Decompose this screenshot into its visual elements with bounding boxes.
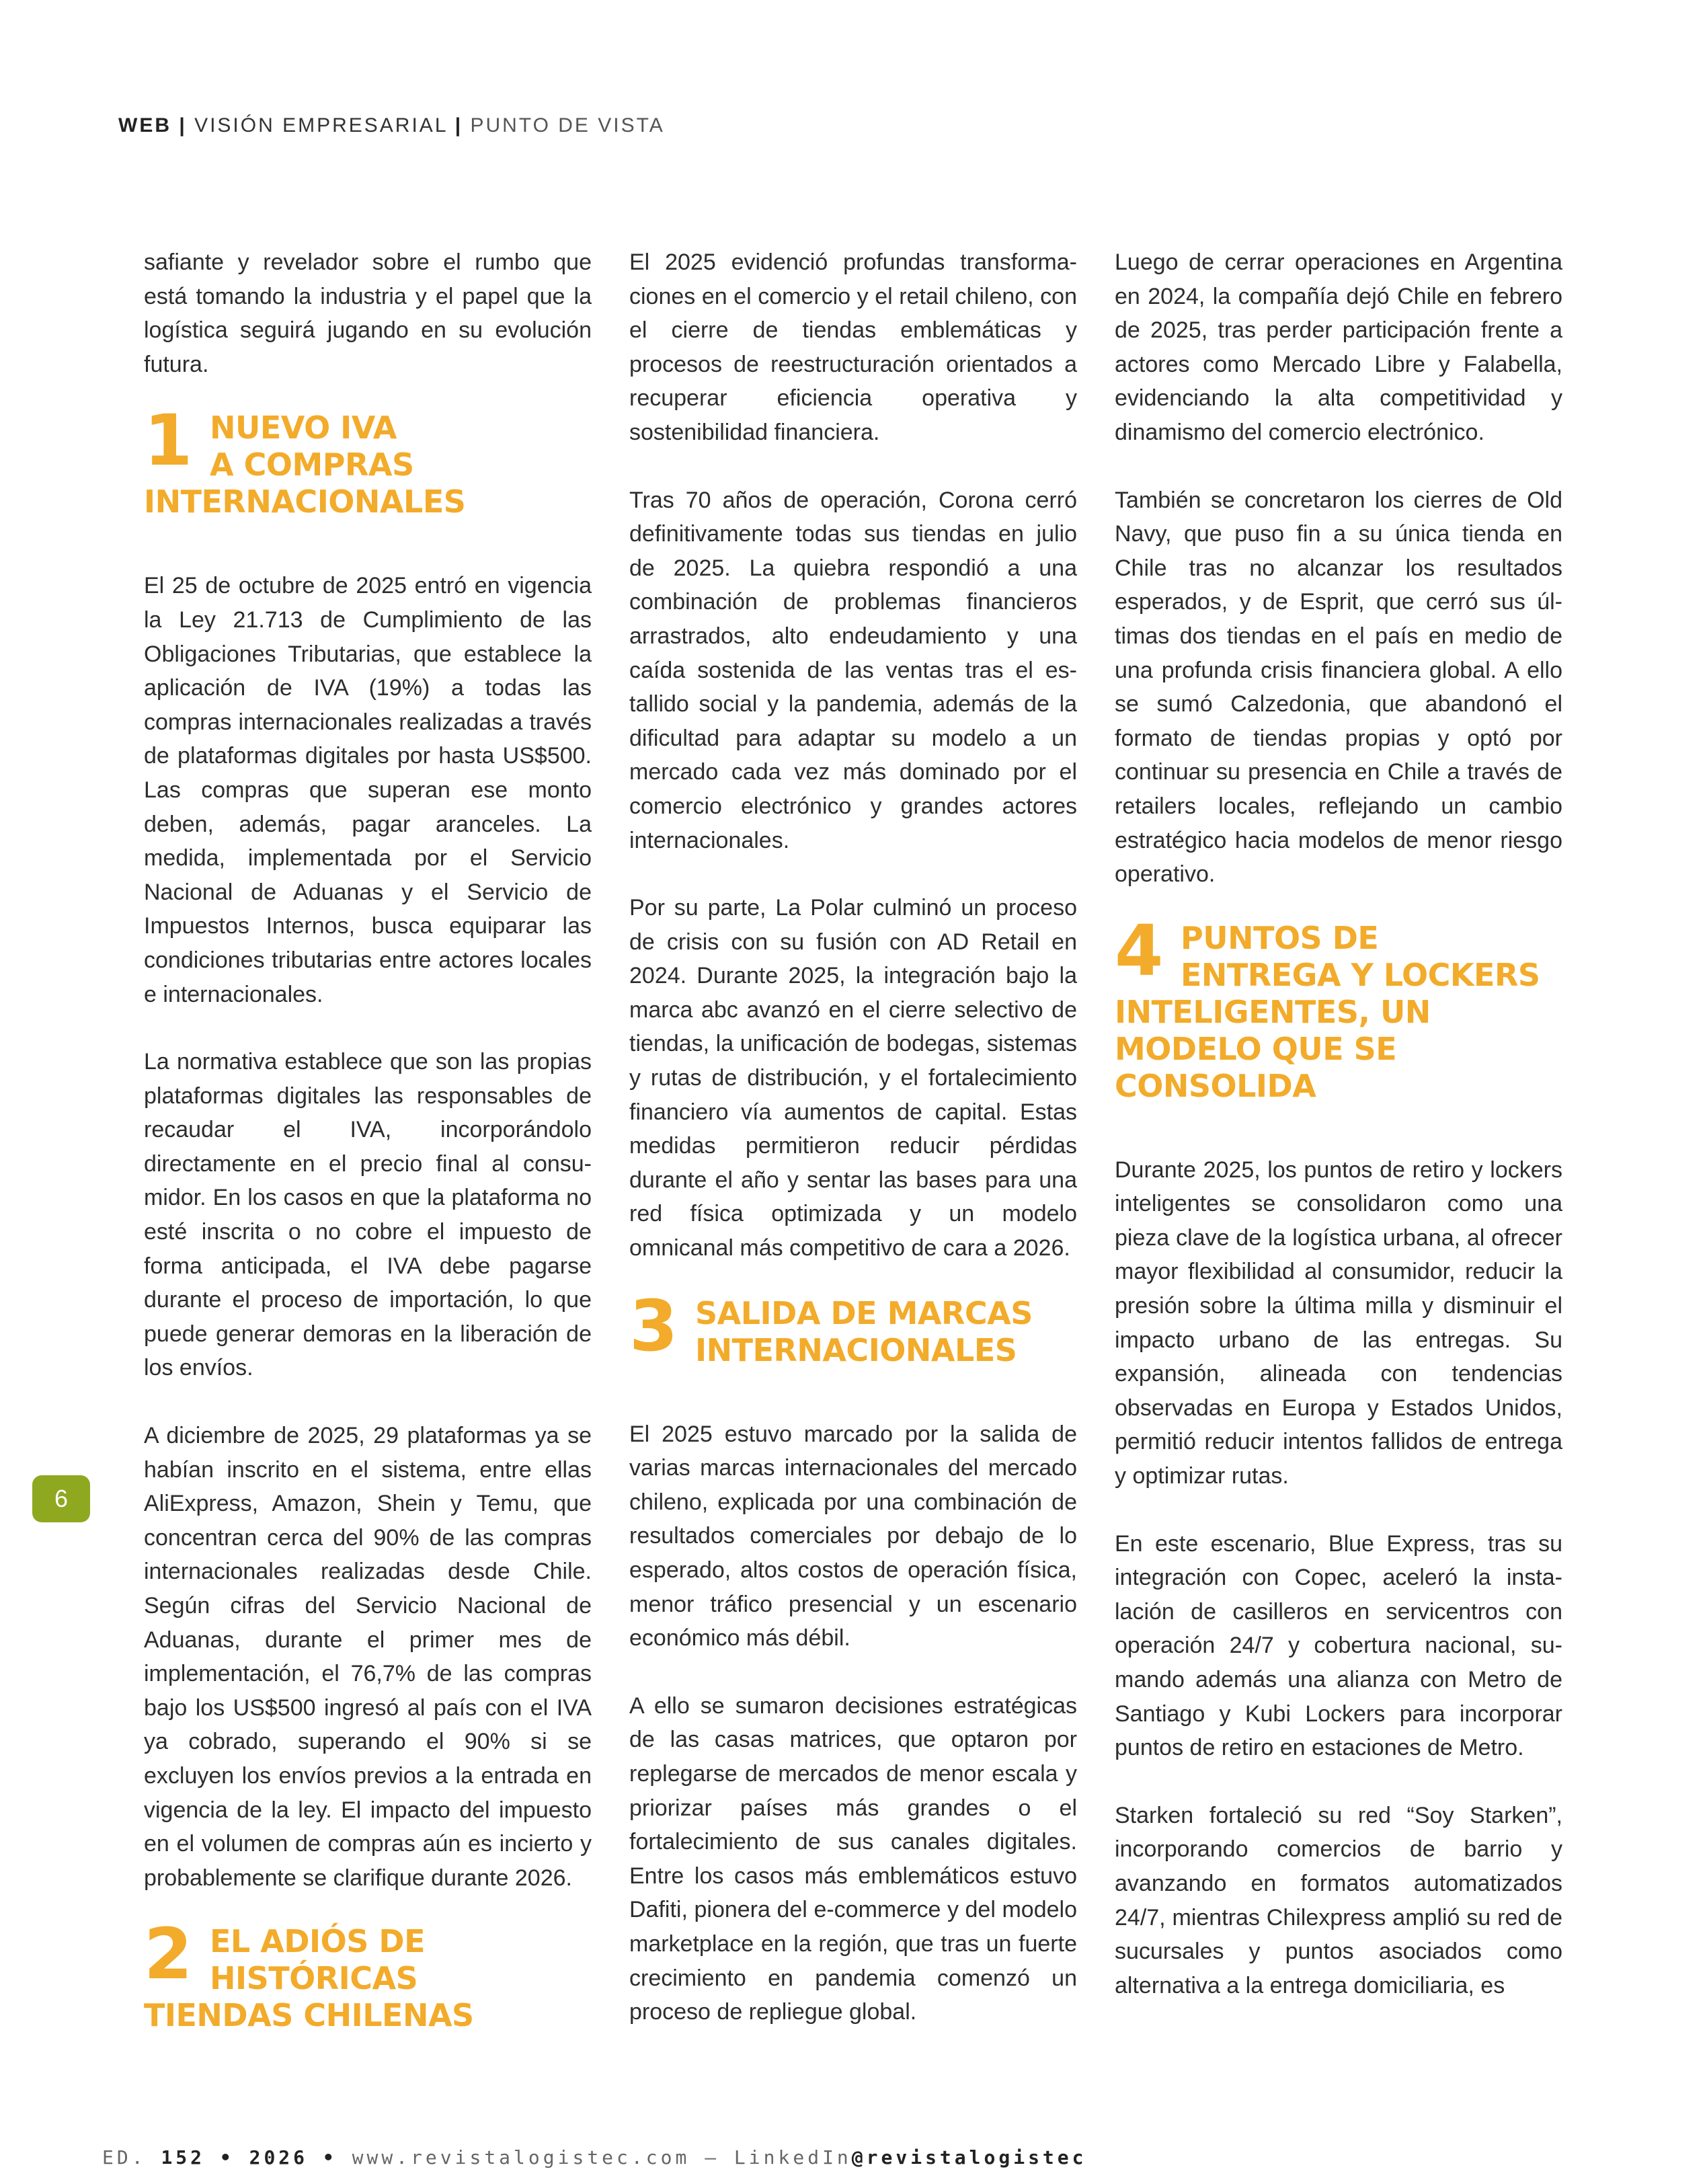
section-number: 2: [144, 1913, 193, 1996]
paragraph: La normativa establece que son las propias plataformas digitales las responsables de recaudar el IVA, incorporándolo directamente en el precio final al consumidor. En los casos en que la plataforma no esté inscrita o no cobre el impuesto de forma anticipada, el IVA debe pagarse durante el proceso de importación, lo que puede generar demoras en la liberación de los envíos.: [144, 1049, 592, 1381]
paragraph: El 2025 evidenció profundas transformaciones en el comercio y el retail chileno, con el cierre de tiendas emblemáticas y procesos de reestructuración orientados a recuperar eficiencia operativa y sostenibilidad financiera.: [629, 249, 1077, 445]
paragraph: También se concretaron los cierres de Old Navy, que puso fin a su única tienda en Chile tras no alcanzar los resultados esperados, y de Esprit, que cerró sus últimas dos tiendas en el país en medio de una profunda crisis financiera global. A ello se sumó Calzedonia, que abandonó el formato de tiendas propias y optó por continuar su presencia en Chile a través de retailers locales, reflejando un cambio estratégico hacia modelos de menor riesgo operativo.: [1115, 487, 1562, 888]
paragraph: A diciembre de 2025, 29 plataformas ya se habían inscrito en el sistema, entre ellas AliExpress, Amazon, Shein y Temu, que concentran cerca del 90% de las compras internacionales realizadas desde Chile. Según cifras del Servicio Nacional de Aduanas, durante el primer mes de implementación, el 76,7% de las compras bajo los US$500 ingresó al país con el IVA ya cobrado, superando el 90% si se excluyen los envíos previos a la entrada en vigencia de la ley. El impacto del impuesto en el volumen de compras aún es incierto y probablemente se clarifique durante 2026.: [144, 1423, 592, 1891]
footer-linkedin-handle[interactable]: @revistalogistec: [851, 2146, 1087, 2169]
section-heading-2: [144, 1913, 592, 2034]
heading-line: A COMPRAS: [210, 446, 414, 483]
paragraph: Durante 2025, los puntos de retiro y lockers inteligentes se consolidaron como una pieza clave de la logística urbana, al ofrecer mayor flexibilidad al consumidor, reducir la presión sobre la última milla y disminuir el impacto urbano de las entregas. Su expansión, alineada con tendencias observadas en Europa y Estados Unidos, permitió reducir intentos fallidos de entrega y optimizar rutas.: [1115, 1157, 1562, 1489]
header-section-punto: PUNTO DE VISTA: [470, 114, 665, 136]
section-heading-1: [144, 399, 592, 520]
header-separator: |: [179, 114, 195, 136]
paragraph: Por su parte, La Polar culminó un proceso de crisis con su fusión con AD Retail en 2024. Durante 2025, la integración bajo la marca abc avanzó en el cierre selectivo de tiendas, la unificación de bodegas, sistemas y rutas de distribución, y el fortalecimiento financiero vía aumentos de capital. Estas medidas permitieron reducir pérdidas durante el año y sentar las bases para una red física optimizada y un modelo omnicanal más competitivo de cara a 2026.: [629, 895, 1077, 1261]
footer-dash: –: [705, 2146, 720, 2169]
bullet-separator: •: [219, 2146, 235, 2169]
section-heading-3: [629, 1284, 1077, 1369]
section-heading-4: [1115, 909, 1562, 1105]
footer: [102, 2146, 1087, 2169]
heading-line: INTELIGENTES, UN: [1115, 993, 1431, 1030]
paragraph: El 25 de octubre de 2025 entró en vigencia la Ley 21.713 de Cumplimiento de las Obligaciones Tributarias, que establece la aplicación de IVA (19%) a todas las compras internacionales realizadas a través de plataformas digitales por hasta US$500. Las compras que superan ese monto deben, además, pagar aranceles. La medida, implementada por el Servicio Nacional de Aduanas y el Servicio de Impuestos Internos, busca equiparar las condiciones tributarias entre actores locales e internacionales.: [144, 573, 592, 1007]
section-number: 1: [144, 399, 193, 482]
heading-line: PUNTOS DE: [1181, 919, 1379, 956]
paragraph: Starken fortaleció su red “Soy Starken”, incorporando comercios de barrio y avanzando en formatos automatizados 24/7, mientras Chilexpress amplió su red de sucursales y puntos asociados como alternativa a la entrega domiciliaria, es: [1115, 1802, 1562, 1998]
running-header: [118, 114, 665, 137]
bullet-separator: •: [322, 2146, 338, 2169]
heading-line: MODELO QUE SE: [1115, 1030, 1397, 1067]
header-section-vision: VISIÓN EMPRESARIAL: [194, 114, 448, 136]
footer-linkedin-label: LinkedIn: [733, 2146, 852, 2169]
header-separator: |: [454, 114, 471, 136]
paragraph: safiante y revelador sobre el rumbo que está tomando la industria y el papel que la logística seguirá jugando en su evolución futura.: [144, 249, 592, 377]
footer-edition-number: 152: [161, 2146, 206, 2169]
footer-year: 2026: [249, 2146, 309, 2169]
heading-line: HISTÓRICAS: [210, 1960, 418, 1997]
footer-ed-label: ED.: [102, 2146, 147, 2169]
paragraph: Luego de cerrar operaciones en Argentina en 2024, la compañía dejó Chile en febrero de 2025, tras perder participación frente a actores como Mercado Libre y Falabella, evidenciando la alta competitividad y dinamismo del comercio electrónico.: [1115, 249, 1562, 445]
column-2: [629, 245, 1077, 2063]
header-section-web: WEB: [118, 114, 171, 136]
paragraph: A ello se sumaron decisiones estratégicas de las casas matrices, que optaron por replegarse de mercados de menor escala y priorizar países más grandes o el fortalecimiento de sus canales digitales. Entre los casos más emblemáticos estuvo Dafiti, pionera del e-commerce y del modelo marketplace en la región, que tras un fuerte crecimiento en pandemia comenzó un proceso de repliegue global.: [629, 1692, 1077, 2025]
heading-line: CONSOLIDA: [1115, 1067, 1316, 1104]
page-number-badge: 6: [32, 1475, 90, 1522]
heading-line: NUEVO IVA: [210, 410, 397, 446]
paragraph: Tras 70 años de operación, Corona cerró definitivamente todas sus tiendas en julio de 2025. La quiebra respondió a una combinación de problemas financieros arrastrados, alto endeudamiento y una caída sostenida de las ventas tras el estallido social y la pandemia, además de la dificultad para adaptar su modelo a un mercado cada vez más dominado por el comercio electrónico y grandes actores internacionales.: [629, 487, 1077, 853]
paragraph: En este escenario, Blue Express, tras su integración con Copec, aceleró la instalación de casilleros en servicentros con operación 24/7 y cobertura nacional, sumando además una alianza con Metro de Santiago y Kubi Lockers para incorporar puntos de retiro en estaciones de Metro.: [1115, 1530, 1562, 1761]
section-number: 3: [629, 1284, 678, 1367]
heading-line: INTERNACIONALES: [144, 483, 466, 520]
column-3: [1115, 245, 1562, 2036]
heading-line: SALIDA DE MARCAS: [695, 1294, 1033, 1331]
heading-line: EL ADIÓS DE: [210, 1923, 426, 1960]
paragraph: El 2025 estuvo marcado por la salida de varias marcas internacionales del mercado chileno, explicada por una combinación de resultados comerciales por debajo de lo esperado, altos costos de operación física, menor tráfico presencial y un escenario económico más débil.: [629, 1421, 1077, 1651]
section-number: 4: [1115, 909, 1164, 992]
heading-line: ENTREGA Y LOCKERS: [1181, 956, 1540, 993]
footer-website-link[interactable]: www.revistalogistec.com: [352, 2146, 690, 2169]
column-1: [144, 245, 592, 2082]
heading-line: TIENDAS CHILENAS: [144, 1997, 474, 2034]
heading-line: INTERNACIONALES: [695, 1331, 1017, 1368]
